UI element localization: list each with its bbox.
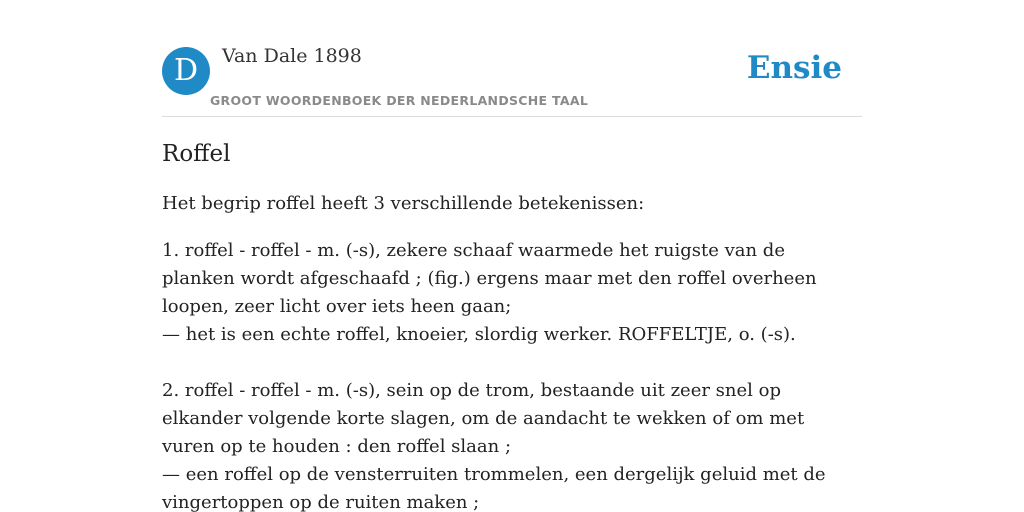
meaning-example: — een roffel op de vensterruiten trommelen, een dergelijk geluid met de vingertoppen op de ruiten maken ;	[162, 464, 826, 512]
dictionary-subtitle: GROOT WOORDENBOEK DER NEDERLANDSCHE TAAL	[210, 93, 589, 108]
ensie-logo[interactable]: Ensie	[746, 50, 842, 86]
entry-headword: Roffel	[162, 141, 231, 167]
meaning-item	[162, 377, 862, 512]
meaning-definition: 1. roffel - roffel - m. (-s), zekere schaaf waarmede het ruigste van de planken wordt afgeschaafd ; (fig.) ergens maar met den roffel overheen loopen, zeer licht over iets heen gaan;	[162, 240, 817, 317]
meaning-example: — het is een echte roffel, knoeier, slordig werker. ROFFELTJE, o. (-s).	[162, 324, 796, 345]
dictionary-logo-icon[interactable]: D	[162, 47, 210, 95]
dictionary-title[interactable]: Van Dale 1898	[222, 45, 362, 67]
meaning-item	[162, 237, 862, 349]
entry-intro: Het begrip roffel heeft 3 verschillende betekenissen:	[162, 193, 645, 214]
site-header	[162, 0, 862, 117]
meaning-definition: 2. roffel - roffel - m. (-s), sein op de trom, bestaande uit zeer snel op elkander volgende korte slagen, om de aandacht te wekken of om met vuren op te houden : den roffel slaan ;	[162, 380, 805, 457]
entry-content	[162, 138, 862, 512]
